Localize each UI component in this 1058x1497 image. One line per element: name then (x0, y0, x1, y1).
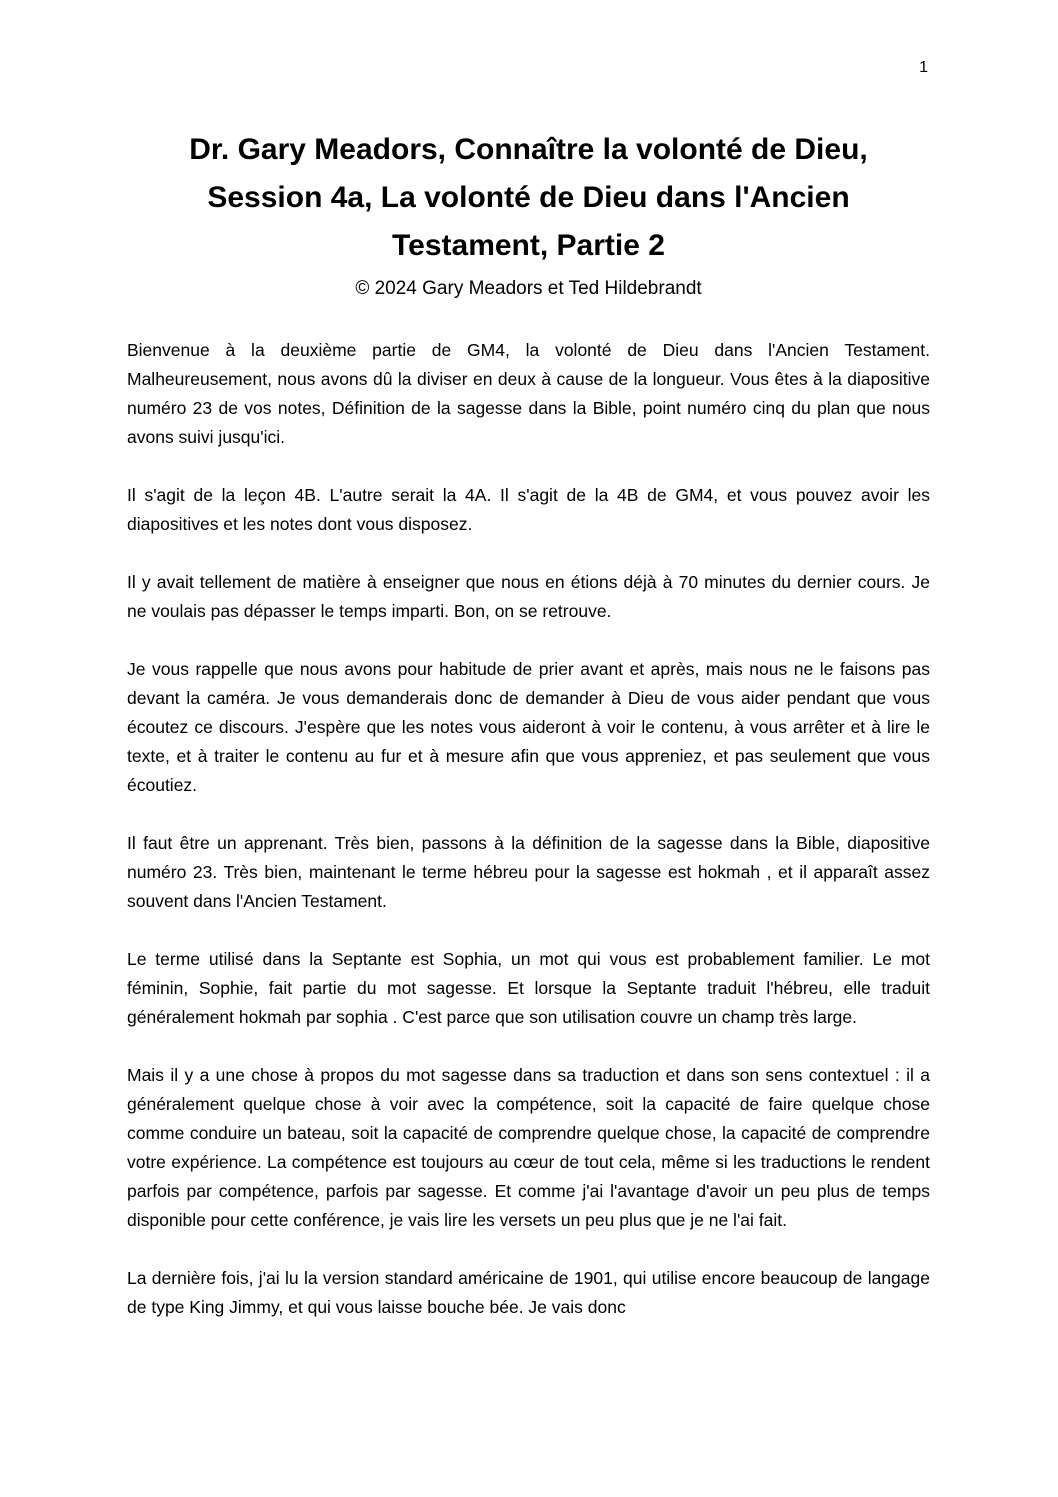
page-number: 1 (919, 59, 928, 76)
title-line: Dr. Gary Meadors, Connaître la volonté de Dieu, (189, 133, 868, 166)
document-body (127, 336, 930, 1322)
paragraph: Il y avait tellement de matière à enseigner que nous en étions déjà à 70 minutes du dernier cours. Je ne voulais pas dépasser le temps imparti. Bon, on se retrouve. (127, 572, 930, 621)
copyright-line: © 2024 Gary Meadors et Ted Hildebrandt (355, 278, 702, 299)
paragraph: Mais il y a une chose à propos du mot sagesse dans sa traduction et dans son sens contextuel : il a généralement quelque chose à voir avec la compétence, soit la capacité de faire quelque chose comme conduire un bateau, soit la capacité de comprendre quelque chose, la capacité de comprendre votre expérience. La compétence est toujours au cœur de tout cela, même si les traductions le rendent parfois par compétence, parfois par sagesse. Et comme j'ai l'avantage d'avoir un peu plus de temps disponible pour cette conférence, je vais lire les versets un peu plus que je ne l'ai fait. (127, 1065, 930, 1230)
paragraph: Il s'agit de la leçon 4B. L'autre serait la 4A. Il s'agit de la 4B de GM4, et vous pouvez avoir les diapositives et les notes dont vous disposez. (127, 485, 930, 534)
paragraph: La dernière fois, j'ai lu la version standard américaine de 1901, qui utilise encore beaucoup de langage de type King Jimmy, et qui vous laisse bouche bée. Je vais donc (127, 1268, 930, 1317)
document-title (127, 126, 930, 270)
paragraph: Je vous rappelle que nous avons pour habitude de prier avant et après, mais nous ne le faisons pas devant la caméra. Je vous demanderais donc de demander à Dieu de vous aider pendant que vous écoutez ce discours. J'espère que les notes vous aideront à voir le contenu, à vous arrêter et à lire le texte, et à traiter le contenu au fur et à mesure afin que vous appreniez, et pas seulement que vous écoutiez. (127, 659, 930, 795)
paragraph: Il faut être un apprenant. Très bien, passons à la définition de la sagesse dans la Bible, diapositive numéro 23. Très bien, maintenant le terme hébreu pour la sagesse est hokmah , et il apparaît assez souvent dans l'Ancien Testament. (127, 833, 930, 911)
paragraph: Le terme utilisé dans la Septante est Sophia, un mot qui vous est probablement familier. Le mot féminin, Sophie, fait partie du mot sagesse. Et lorsque la Septante traduit l'hébreu, elle traduit généralement hokmah par sophia . C'est parce que son utilisation couvre un champ très large. (127, 949, 930, 1027)
paragraph: Bienvenue à la deuxième partie de GM4, la volonté de Dieu dans l'Ancien Testament. Malheureusement, nous avons dû la diviser en deux à cause de la longueur. Vous êtes à la diapositive numéro 23 de vos notes, Définition de la sagesse dans la Bible, point numéro cinq du plan que nous avons suivi jusqu'ici. (127, 340, 930, 447)
title-line: Testament, Partie 2 (392, 229, 665, 262)
title-line: Session 4a, La volonté de Dieu dans l'Ancien (207, 181, 850, 214)
